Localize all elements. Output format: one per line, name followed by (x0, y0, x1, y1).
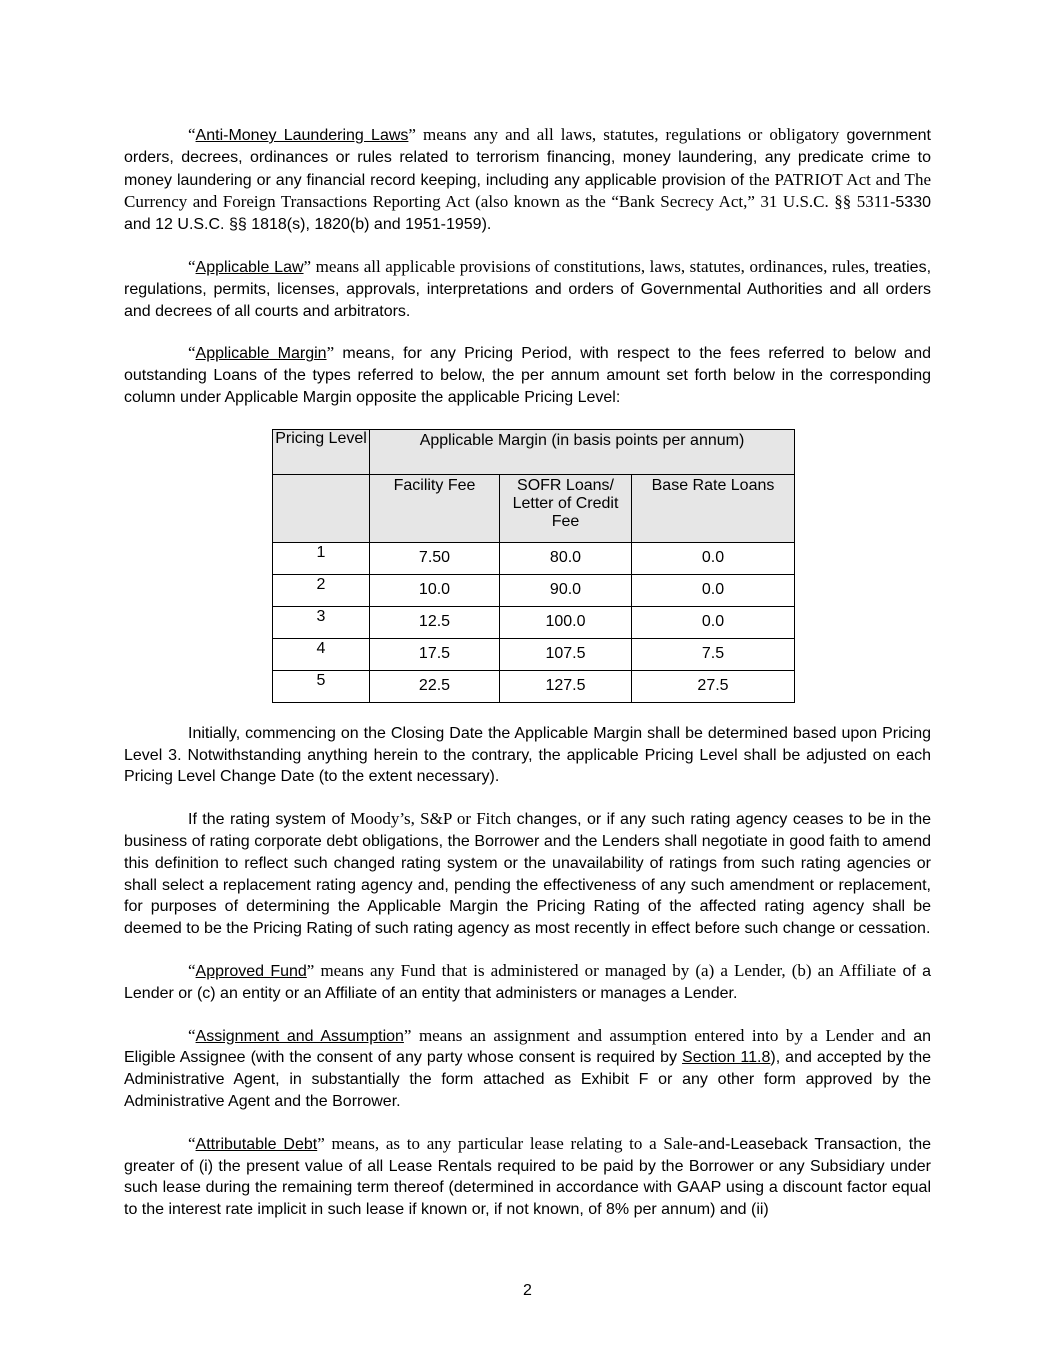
defined-term: Assignment and Assumption (195, 1027, 404, 1045)
paragraph-anti-money-laundering-laws: “Anti-Money Laundering Laws” means any and all laws, statutes, regulations or obligatory government orders, decrees, ordinances or rules related to terrorism financing, money laundering, any predicate crime to money laundering or any financial record keeping, including any applicable provision of the PATRIOT Act and The Currency and Foreign Transactions Reporting Act (also known as the “Bank Secrecy Act,” 31 U.S.C. §§ 5311-5330 and 12 U.S.C. §§ 1818(s), 1820(b) and 1951-1959). (124, 125, 931, 234)
sofr-loc-cell: 107.5 (500, 638, 632, 670)
pricing-level-header: Pricing Level (273, 429, 370, 474)
base-rate-cell: 0.0 (632, 606, 795, 638)
defined-term: Anti-Money Laundering Laws (195, 127, 409, 144)
base-rate-cell: 0.0 (632, 574, 795, 606)
table-row (273, 574, 795, 606)
applicable-margin-table (272, 429, 795, 703)
base-rate-header: Base Rate Loans (632, 474, 795, 542)
paragraph-applicable-law: “Applicable Law” means all applicable provisions of constitutions, laws, statutes, ordinances, rules, treaties, regulations, permits, licenses, approvals, interpretations and orders of Governmental Authorities and all orders and decrees of all courts and arbitrators. (124, 256, 932, 320)
pricing-level-cell: 4 (273, 638, 370, 670)
defined-term: Attributable Debt (195, 1135, 318, 1153)
pricing-level-cell: 2 (273, 574, 370, 606)
defined-term: Applicable Law (195, 258, 304, 276)
paragraph-applicable-margin: “Applicable Margin” means, for any Pricing Period, with respect to the fees referred to below and outstanding Loans of the types referred to below, the per annum amount set forth below in the corresponding column under Applicable Margin opposite the applicable Pricing Level: (124, 343, 932, 406)
pricing-level-cell: 5 (273, 670, 370, 702)
paragraph-rating-system: If the rating system of Moody’s, S&P or Fitch changes, or if any such rating agency ceases to be in the business of rating corporate debt obligations, the Borrower and the Lenders shall negotiate in good faith to amend this definition to reflect such changed rating system or the unavailability of ratings from such rating agencies or shall select a replacement rating agency and, pending the effectiveness of any such amendment or replacement, for purposes of determining the Applicable Margin the Pricing Rating of the affected rating agency shall be deemed to be the Pricing Rating of such rating agency as most recently in effect before such change or cessation. (124, 809, 931, 938)
sofr-loc-cell: 80.0 (500, 542, 632, 574)
sofr-loc-header: SOFR Loans/ Letter of Credit Fee (500, 474, 632, 542)
facility-fee-cell: 17.5 (370, 638, 500, 670)
table-row (273, 606, 795, 638)
facility-fee-cell: 22.5 (370, 670, 500, 702)
base-rate-cell: 27.5 (632, 670, 795, 702)
pricing-level-cell: 3 (273, 606, 370, 638)
applicable-margin-header: Applicable Margin (in basis points per annum) (370, 429, 795, 474)
paragraph-approved-fund: “Approved Fund” means any Fund that is administered or managed by (a) a Lender, (b) an Affiliate of a Lender or (c) an entity or an Affiliate of an entity that administers or manages a Lender. (124, 960, 931, 1002)
paragraph-initially: Initially, commencing on the Closing Date the Applicable Margin shall be determined based upon Pricing Level 3. Notwithstanding anything herein to the contrary, the applicable Pricing Level shall be adjusted on each Pricing Level Change Date (to the extent necessary). (124, 724, 931, 786)
sofr-loc-cell: 90.0 (500, 574, 632, 606)
document-page (124, 124, 931, 1241)
base-rate-cell: 7.5 (632, 638, 795, 670)
table-row (273, 542, 795, 574)
sofr-loc-cell: 100.0 (500, 606, 632, 638)
table-subheader-row (273, 474, 795, 542)
page-number: 2 (523, 1282, 532, 1299)
section-reference: Section 11.8 (682, 1049, 771, 1067)
defined-term: Applicable Margin (195, 345, 327, 363)
base-rate-cell: 0.0 (632, 542, 795, 574)
empty-header-cell (273, 474, 370, 542)
paragraph-attributable-debt: “Attributable Debt” means, as to any particular lease relating to a Sale-and-Leaseback Transaction, the greater of (i) the present value of all Lease Rentals required to be paid by the Borrower or any Subsidiary under such lease during the remaining term thereof (determined in accordance with GAAP using a discount factor equal to the interest rate implicit in such lease if known or, if not known, of 8% per annum) and (ii) (124, 1133, 931, 1219)
pricing-level-cell: 1 (273, 542, 370, 574)
facility-fee-cell: 10.0 (370, 574, 500, 606)
table-header-row (273, 429, 795, 474)
table-row (273, 670, 795, 702)
facility-fee-cell: 12.5 (370, 606, 500, 638)
defined-term: Approved Fund (195, 962, 307, 980)
paragraph-assignment-and-assumption: “Assignment and Assumption” means an assignment and assumption entered into by a Lender and an Eligible Assignee (with the consent of any party whose consent is required by Section 11.8), and accepted by the Administrative Agent, in substantially the form attached as Exhibit F or any other form approved by the Administrative Agent and the Borrower. (124, 1025, 932, 1110)
sofr-loc-cell: 127.5 (500, 670, 632, 702)
facility-fee-header: Facility Fee (370, 474, 500, 542)
facility-fee-cell: 7.50 (370, 542, 500, 574)
table-row (273, 638, 795, 670)
